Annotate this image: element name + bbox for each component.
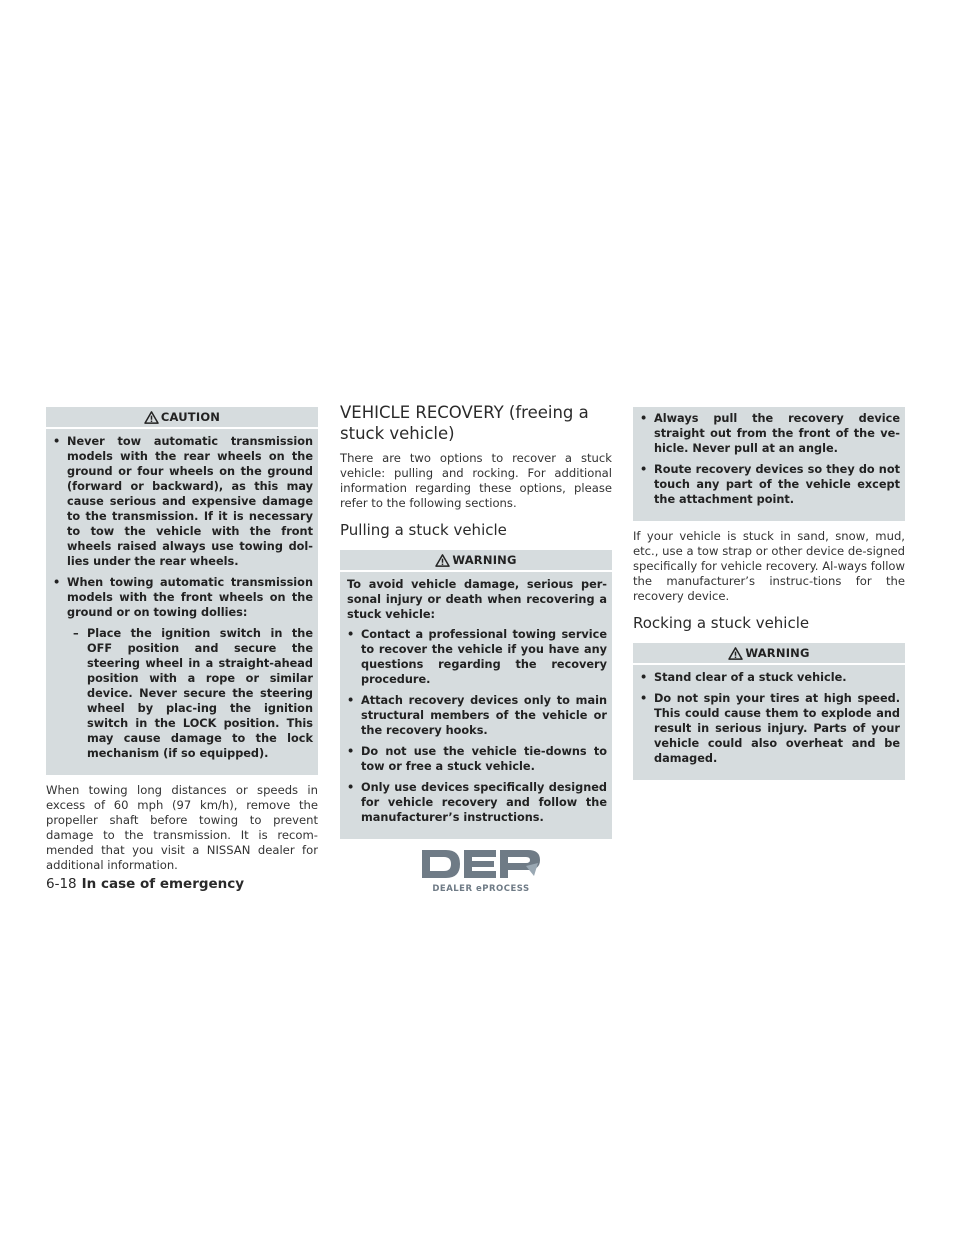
- caution-heading: [46, 407, 318, 429]
- caution-heading-text: CAUTION: [160, 410, 221, 424]
- column-left: [46, 407, 318, 873]
- dealer-eprocess-logo: [418, 846, 544, 894]
- rocking-warning-item: • Do not spin your tires at high speed. This could cause them to explode and result in serious injury. Parts of your vehicle could also overheat and be damaged.: [640, 692, 900, 765]
- caution-item: • Never tow automatic transmission models with the rear wheels on the ground or four wheels on the ground (forward or backward), as this may cause serious and expensive damage to the transmission. If it is necessary to tow the vehicle with the front wheels raised always use towing dol-lies under the rear wheels.: [53, 435, 313, 568]
- svg-text:DEALER ePROCESS: DEALER ePROCESS: [432, 884, 530, 894]
- footer-section-title: In case of emergency: [81, 876, 245, 892]
- pulling-warning-item: • Do not use the vehicle tie-downs to tow or free a stuck vehicle.: [347, 745, 607, 773]
- pulling-warning-item: • Contact a professional towing service to recover the vehicle if you have any questions regarding the recovery procedure.: [347, 628, 607, 686]
- column-middle: [340, 402, 612, 839]
- page-footer: [46, 876, 244, 892]
- rocking-warning-box: [633, 643, 905, 780]
- rocking-title: Rocking a stuck vehicle: [633, 614, 810, 632]
- pulling-warning-heading: WARNING: [340, 550, 612, 572]
- pulling-warning-item: • Only use devices specifically designed for vehicle recovery and follow the manufacturer’s instructions.: [347, 781, 607, 824]
- caution-box: [46, 407, 318, 775]
- pulling-warning-item: • Route recovery devices so they do not touch any part of the vehicle except the attachment point.: [640, 463, 900, 506]
- vehicle-recovery-title: VEHICLE RECOVERY (freeing a stuck vehicle): [340, 403, 589, 443]
- rocking-warning-heading: WARNING: [633, 643, 905, 665]
- column-right: [633, 407, 905, 780]
- caution-sub-item: – Place the ignition switch in the OFF position and secure the steering wheel in a straight-ahead position with a rope or similar device. Never secure the steering wheel by plac-ing the ignition switch in the LOCK position. This may cause damage to the lock mechanism (if so equipped).: [73, 627, 313, 760]
- rocking-warning-item: • Stand clear of a stuck vehicle.: [640, 671, 847, 684]
- pulling-warning-box-continued: [633, 407, 905, 521]
- caution-list: [53, 434, 313, 761]
- warning-triangle-icon: [728, 647, 743, 660]
- pulling-warning-item: • Always pull the recovery device straight out from the front of the ve-hicle. Never pull at an angle.: [640, 412, 900, 455]
- pulling-title: Pulling a stuck vehicle: [340, 521, 507, 539]
- warning-triangle-icon: [435, 554, 450, 567]
- towing-paragraph: When towing long distances or speeds in excess of 60 mph (97 km/h), remove the propeller shaft before towing to prevent damage to the transmission. It is recom-mended that you visit a NISSAN dealer for additional information.: [46, 783, 318, 872]
- recovery-intro: There are two options to recover a stuck vehicle: pulling and rocking. For additional information regarding these options, please refer to the following sections.: [340, 451, 612, 510]
- page-number: 6-18: [46, 876, 77, 892]
- pulling-warning-item: • Attach recovery devices only to main structural members of the vehicle or the recovery hooks.: [347, 694, 607, 737]
- stuck-vehicle-paragraph: If your vehicle is stuck in sand, snow, mud, etc., use a tow strap or other device de-signed specifically for vehicle recovery. Al-ways follow the manufacturer’s instruc-tions for the recovery device.: [633, 529, 905, 603]
- rocking-warning-list: [640, 670, 900, 766]
- warning-triangle-icon: [144, 411, 159, 424]
- pulling-warning-intro: To avoid vehicle damage, serious per-sonal injury or death when recovering a stuck vehicle:: [347, 578, 607, 621]
- pulling-warning-list: [347, 627, 607, 825]
- pulling-warning-box: [340, 550, 612, 839]
- caution-item: • When towing automatic transmission models with the front wheels on the ground or on towing dollies:: [53, 576, 313, 619]
- pulling-warning-list-continued: [640, 411, 900, 507]
